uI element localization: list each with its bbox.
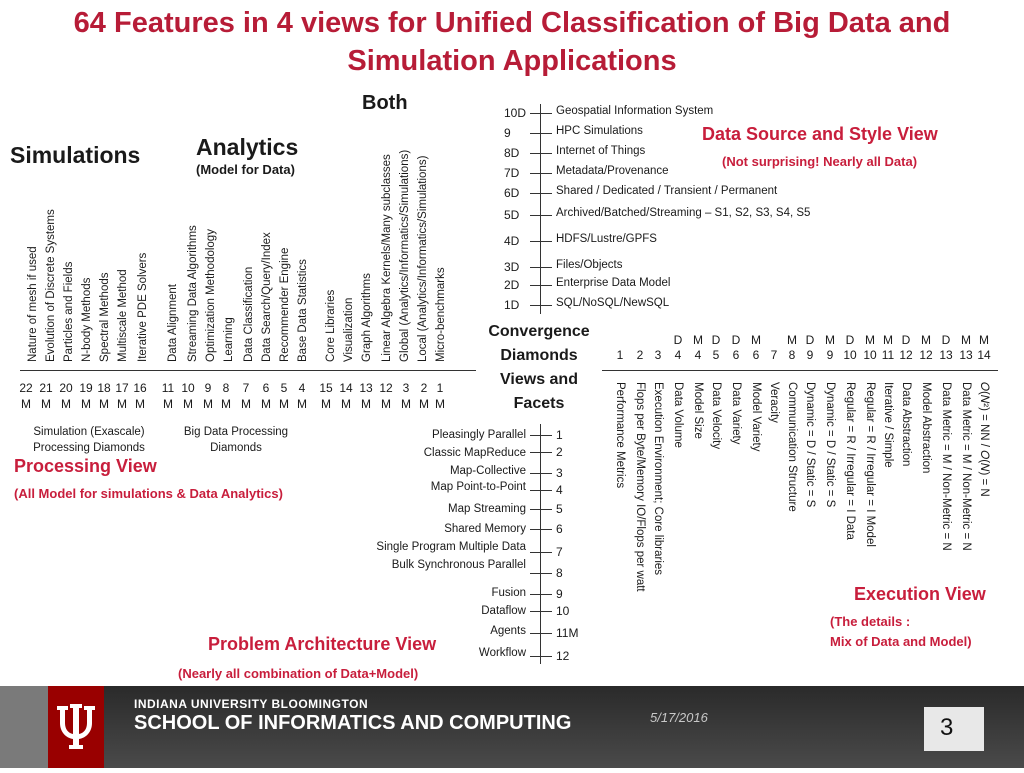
data-source-tick	[530, 173, 552, 174]
processing-number: 17	[115, 381, 129, 395]
data-source-number: 8D	[504, 146, 520, 160]
execution-label: Model Abstraction	[920, 382, 932, 474]
execution-label: Data Velocity	[710, 382, 722, 450]
convergence-box	[478, 320, 600, 420]
problem-arch-tick	[530, 594, 552, 595]
processing-label: Streaming Data Algorithms	[187, 225, 199, 362]
footer-date: 5/17/2016	[650, 710, 708, 725]
data-source-label: Files/Objects	[556, 259, 623, 271]
bd-diamonds-line2: Diamonds	[210, 442, 262, 454]
processing-number: 8	[222, 381, 230, 395]
data-source-number: 2D	[504, 278, 520, 292]
execution-label: Regular = R / Irregular = I Data	[844, 382, 856, 540]
problem-arch-label: Dataflow	[481, 605, 526, 617]
execution-number: 8	[788, 348, 796, 362]
execution-label: Data Volume	[672, 382, 684, 448]
data-source-view-subheading: (Not surprising! Nearly all Data)	[722, 154, 918, 169]
processing-number: 3	[402, 381, 410, 395]
problem-arch-label: Pleasingly Parallel	[432, 429, 526, 441]
data-source-tick	[530, 285, 552, 286]
processing-label: Iterative PDE Solvers	[137, 252, 149, 362]
processing-label: Core Libraries	[325, 289, 337, 362]
execution-number: 3	[654, 348, 662, 362]
data-source-tick	[530, 113, 552, 114]
processing-m-marker: M	[221, 397, 231, 411]
data-source-number: 10D	[504, 106, 527, 120]
processing-m-marker: M	[135, 397, 145, 411]
processing-m-marker: M	[401, 397, 411, 411]
execution-view-heading: Execution View	[854, 584, 986, 604]
execution-label: 𝑂(𝑁²) = NN / 𝑂(𝑁) = N	[978, 382, 990, 497]
execution-tag: D	[805, 333, 815, 347]
problem-arch-number: 6	[556, 522, 563, 536]
problem-arch-number: 1	[556, 428, 563, 442]
convergence-line4: Facets	[513, 395, 565, 412]
data-source-number: 7D	[504, 166, 520, 180]
processing-number: 10	[181, 381, 195, 395]
processing-label: Local (Analytics/Informatics/Simulations)	[417, 155, 429, 362]
execution-label: Data Abstraction	[900, 382, 912, 467]
processing-number: 12	[379, 381, 393, 395]
iu-trident-icon	[48, 686, 104, 768]
processing-view-subheading: (All Model for simulations & Data Analytics)	[14, 486, 283, 501]
processing-number: 7	[242, 381, 250, 395]
execution-label: Iterative / Simple	[882, 382, 894, 468]
processing-label: Evolution of Discrete Systems	[45, 209, 57, 362]
execution-number: 14	[977, 348, 991, 362]
data-source-view-heading: Data Source and Style View	[702, 124, 938, 144]
processing-label: Micro-benchmarks	[435, 267, 447, 362]
bd-diamonds-line1: Big Data Processing	[183, 426, 289, 438]
execution-number: 4	[674, 348, 682, 362]
problem-arch-tick	[530, 435, 552, 436]
execution-tag: M	[979, 333, 989, 347]
page-number: 3	[940, 714, 954, 741]
convergence-line2: Diamonds	[500, 347, 578, 364]
execution-view-subheading-2: Mix of Data and Model)	[830, 634, 972, 649]
processing-label: Learning	[223, 317, 235, 362]
processing-number: 14	[339, 381, 353, 395]
problem-arch-tick	[530, 573, 552, 574]
problem-arch-tick	[530, 552, 552, 553]
data-source-tick	[530, 305, 552, 306]
problem-arch-label: Map-Collective	[449, 465, 526, 477]
problem-arch-tick	[530, 529, 552, 530]
execution-number: 12	[899, 348, 913, 362]
slide-title: 64 Features in 4 views for Unified Classification of Big Data and Simulation Applications	[73, 7, 951, 77]
execution-number: 10	[843, 348, 857, 362]
processing-m-marker: M	[21, 397, 31, 411]
processing-m-marker: M	[99, 397, 109, 411]
data-source-label: Shared / Dedicated / Transient / Permanent	[556, 185, 778, 197]
data-source-label: SQL/NoSQL/NewSQL	[556, 297, 670, 309]
execution-view-subheading-1: (The details :	[830, 614, 911, 629]
processing-label: Spectral Methods	[99, 272, 111, 362]
execution-label: Communication Structure	[786, 382, 798, 512]
problem-arch-tick	[530, 452, 552, 453]
processing-m-marker: M	[435, 397, 445, 411]
data-source-number: 1D	[504, 298, 520, 312]
data-source-label: Internet of Things	[556, 145, 646, 157]
processing-view-heading: Processing View	[14, 456, 157, 476]
simulations-heading: Simulations	[10, 142, 141, 168]
processing-label: Recommender Engine	[279, 247, 291, 362]
data-source-label: Metadata/Provenance	[556, 165, 669, 177]
execution-number: 13	[959, 348, 973, 362]
processing-label: Linear Algebra Kernels/Many subclasses	[381, 154, 393, 362]
problem-arch-number: 2	[556, 445, 563, 459]
data-source-tick	[530, 267, 552, 268]
data-source-label: Geospatial Information System	[556, 105, 714, 117]
problem-arch-label: Fusion	[491, 587, 526, 599]
problem-arch-tick	[530, 509, 552, 510]
problem-arch-label: Map Streaming	[448, 503, 526, 515]
problem-arch-tick	[530, 633, 552, 634]
execution-label: Dynamic = D / Static = S	[824, 382, 836, 508]
both-heading: Both	[362, 92, 408, 114]
iu-logo	[48, 686, 104, 768]
processing-label: N-body Methods	[81, 277, 93, 362]
processing-m-marker: M	[241, 397, 251, 411]
processing-m-marker: M	[163, 397, 173, 411]
processing-m-marker: M	[261, 397, 271, 411]
problem-arch-view-heading: Problem Architecture View	[208, 634, 437, 654]
processing-label: Graph Algorithms	[361, 273, 373, 362]
processing-m-marker: M	[61, 397, 71, 411]
analytics-heading: Analytics	[196, 134, 299, 160]
problem-arch-number: 5	[556, 502, 563, 516]
execution-number: 10	[863, 348, 877, 362]
data-source-label: Archived/Batched/Streaming – S1, S2, S3, S4, S5	[556, 207, 811, 219]
execution-number: 2	[636, 348, 644, 362]
processing-number: 22	[19, 381, 33, 395]
problem-arch-number: 7	[556, 545, 563, 559]
problem-arch-number: 9	[556, 587, 563, 601]
data-source-tick	[530, 215, 552, 216]
execution-number: 5	[712, 348, 720, 362]
processing-number: 2	[420, 381, 428, 395]
execution-tag: M	[921, 333, 931, 347]
execution-tag: D	[731, 333, 741, 347]
data-source-label: Enterprise Data Model	[556, 277, 671, 289]
data-source-number: 3D	[504, 260, 520, 274]
processing-number: 19	[79, 381, 93, 395]
execution-tag: M	[961, 333, 971, 347]
problem-arch-number: 10	[556, 604, 570, 618]
processing-number: 6	[262, 381, 270, 395]
problem-arch-label: Shared Memory	[444, 523, 526, 535]
processing-m-marker: M	[381, 397, 391, 411]
processing-number: 18	[97, 381, 111, 395]
execution-label: Performance Metrics	[614, 382, 626, 489]
execution-tag: M	[825, 333, 835, 347]
problem-arch-tick	[530, 611, 552, 612]
processing-m-marker: M	[279, 397, 289, 411]
processing-m-marker: M	[419, 397, 429, 411]
vertical-axis-bottom	[540, 424, 541, 664]
bd-diamonds-label	[176, 424, 296, 456]
data-source-number: 9	[504, 126, 511, 140]
execution-tag: D	[845, 333, 855, 347]
execution-tag: M	[693, 333, 703, 347]
processing-m-marker: M	[341, 397, 351, 411]
problem-arch-number: 12	[556, 649, 570, 663]
processing-number: 20	[59, 381, 73, 395]
execution-label: Flops per Byte/Memory IO/Flops per watt	[634, 382, 646, 592]
data-source-tick	[530, 241, 552, 242]
execution-label: Data Variety	[730, 382, 742, 445]
execution-label: Data Metric = M / Non-Metric = N	[940, 382, 952, 551]
processing-number: 13	[359, 381, 373, 395]
convergence-line3: Views and	[500, 371, 578, 388]
problem-arch-view-subheading: (Nearly all combination of Data+Model)	[178, 666, 419, 681]
data-source-number: 6D	[504, 186, 520, 200]
processing-number: 15	[319, 381, 333, 395]
processing-number: 1	[436, 381, 444, 395]
processing-label: Particles and Fields	[63, 261, 75, 362]
execution-label: Dynamic = D / Static = S	[804, 382, 816, 508]
data-source-number: 5D	[504, 208, 520, 222]
problem-arch-label: Agents	[490, 625, 526, 637]
problem-arch-tick	[530, 473, 552, 474]
problem-arch-tick	[530, 490, 552, 491]
execution-tag: D	[711, 333, 721, 347]
horizontal-axis-left	[20, 370, 476, 371]
horizontal-axis-right	[602, 370, 998, 371]
processing-number: 21	[39, 381, 53, 395]
data-source-tick	[530, 133, 552, 134]
execution-number: 7	[770, 348, 778, 362]
analytics-subheading: (Model for Data)	[196, 162, 295, 177]
data-source-tick	[530, 193, 552, 194]
data-source-label: HDFS/Lustre/GPFS	[556, 233, 657, 245]
execution-tag: D	[941, 333, 951, 347]
processing-number: 11	[161, 381, 175, 395]
processing-label: Multiscale Method	[117, 269, 129, 362]
sim-diamonds-label	[24, 424, 154, 456]
data-source-label: HPC Simulations	[556, 125, 643, 137]
footer-university: INDIANA UNIVERSITY BLOOMINGTON	[134, 697, 369, 711]
execution-number: 6	[732, 348, 740, 362]
problem-arch-number: 3	[556, 466, 563, 480]
execution-label: Data Metric = M / Non-Metric = N	[960, 382, 972, 551]
problem-arch-label: Bulk Synchronous Parallel	[391, 559, 526, 571]
processing-label: Data Classification	[243, 266, 255, 362]
processing-m-marker: M	[203, 397, 213, 411]
problem-arch-label: Workflow	[478, 647, 526, 659]
processing-m-marker: M	[81, 397, 91, 411]
processing-label: Nature of mesh if used	[27, 246, 39, 362]
data-source-number: 4D	[504, 234, 520, 248]
processing-label: Base Data Statistics	[297, 259, 309, 362]
execution-number: 4	[694, 348, 702, 362]
problem-arch-label: Map Point-to-Point	[430, 481, 526, 493]
problem-arch-tick	[530, 656, 552, 657]
data-source-tick	[530, 153, 552, 154]
processing-m-marker: M	[117, 397, 127, 411]
processing-m-marker: M	[361, 397, 371, 411]
execution-label: Veracity	[768, 382, 780, 423]
processing-m-marker: M	[297, 397, 307, 411]
processing-number: 4	[298, 381, 306, 395]
execution-label: Execution Environment; Core libraries	[652, 382, 664, 576]
processing-number: 16	[133, 381, 147, 395]
execution-tag: M	[865, 333, 875, 347]
execution-tag: M	[787, 333, 797, 347]
processing-label: Optimization Methodology	[205, 229, 217, 362]
execution-tag: D	[901, 333, 911, 347]
problem-arch-number: 11M	[556, 626, 579, 640]
execution-number: 13	[939, 348, 953, 362]
processing-label: Global (Analytics/Informatics/Simulations)	[399, 149, 411, 362]
processing-m-marker: M	[41, 397, 51, 411]
convergence-line1: Convergence	[488, 323, 590, 340]
problem-arch-number: 4	[556, 483, 563, 497]
execution-number: 9	[806, 348, 814, 362]
problem-arch-label: Classic MapReduce	[423, 447, 526, 459]
execution-number: 1	[616, 348, 624, 362]
sim-diamonds-line2: Processing Diamonds	[33, 442, 145, 454]
processing-label: Data Alignment	[167, 284, 179, 362]
problem-arch-label: Single Program Multiple Data	[376, 541, 526, 553]
footer-school: SCHOOL OF INFORMATICS AND COMPUTING	[134, 712, 572, 734]
processing-number: 9	[204, 381, 212, 395]
vertical-axis-top	[540, 104, 541, 314]
execution-number: 6	[752, 348, 760, 362]
problem-arch-number: 8	[556, 566, 563, 580]
execution-label: Model Variety	[750, 382, 762, 452]
processing-number: 5	[280, 381, 288, 395]
execution-number: 12	[919, 348, 933, 362]
execution-label: Regular = R / Irregular = I Model	[864, 382, 876, 547]
execution-number: 9	[826, 348, 834, 362]
processing-m-marker: M	[183, 397, 193, 411]
sim-diamonds-line1: Simulation (Exascale)	[33, 426, 145, 438]
execution-label: Model Size	[692, 382, 704, 439]
execution-tag: D	[673, 333, 683, 347]
execution-number: 11	[881, 348, 895, 362]
processing-label: Data Search/Query/Index	[261, 232, 273, 362]
processing-m-marker: M	[321, 397, 331, 411]
processing-label: Visualization	[343, 297, 355, 362]
execution-tag: M	[883, 333, 893, 347]
page-number-box	[924, 707, 984, 751]
execution-tag: M	[751, 333, 761, 347]
